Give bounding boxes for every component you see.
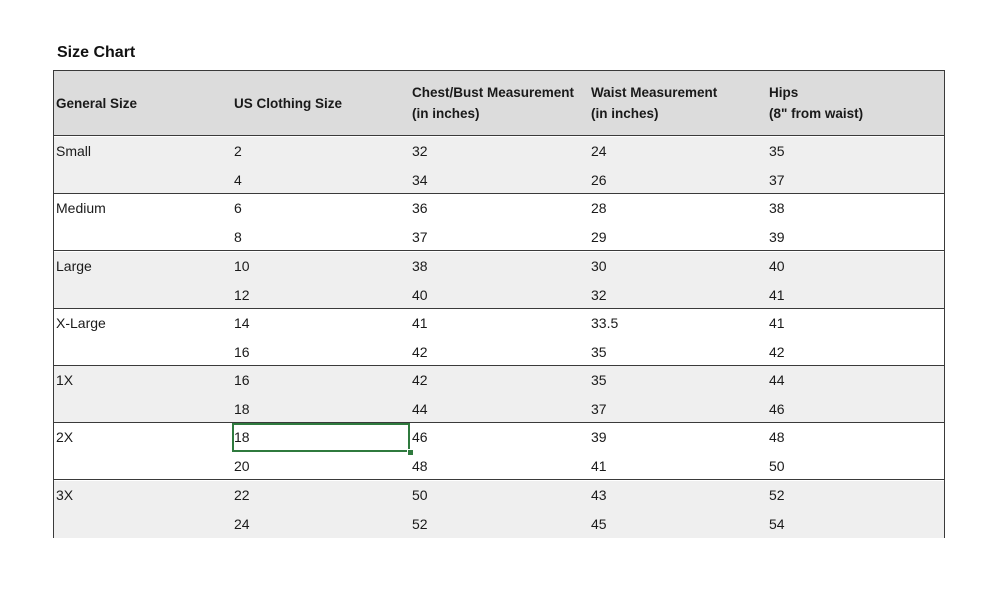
chest-bust-cell[interactable]: 34 [412, 172, 428, 188]
chest-bust-cell[interactable]: 38 [412, 258, 428, 274]
chest-bust-cell[interactable]: 32 [412, 143, 428, 159]
size-group-row [54, 194, 944, 251]
waist-cell[interactable]: 45 [591, 516, 607, 532]
chest-bust-cell[interactable]: 46 [412, 429, 428, 445]
header-label: Hips [769, 85, 799, 100]
us-clothing-size-cell[interactable]: 6 [234, 200, 242, 216]
us-clothing-size-cell[interactable]: 22 [234, 487, 250, 503]
waist-cell[interactable]: 41 [591, 458, 607, 474]
chest-bust-cell[interactable]: 42 [412, 344, 428, 360]
us-clothing-size-cell[interactable]: 12 [234, 287, 250, 303]
us-clothing-size-cell[interactable]: 18 [234, 429, 250, 445]
header-general-size[interactable] [56, 71, 232, 135]
header-row [54, 71, 944, 136]
us-clothing-size-cell[interactable]: 14 [234, 315, 250, 331]
size-group-row [54, 481, 944, 538]
size-group-row [54, 366, 944, 423]
page-title: Size Chart [57, 44, 136, 61]
chest-bust-cell[interactable]: 52 [412, 516, 428, 532]
header-label: Waist Measurement [591, 85, 718, 100]
size-group-row [54, 309, 944, 366]
header-sublabel: (in inches) [412, 106, 480, 121]
size-group-row [54, 423, 944, 480]
size-group-row [54, 137, 944, 194]
waist-cell[interactable]: 37 [591, 401, 607, 417]
general-size-cell[interactable]: 3X [56, 487, 74, 503]
waist-cell[interactable]: 24 [591, 143, 607, 159]
hips-cell[interactable]: 35 [769, 143, 785, 159]
chest-bust-cell[interactable]: 40 [412, 287, 428, 303]
size-chart-table [53, 70, 945, 538]
general-size-cell[interactable]: 1X [56, 372, 74, 388]
hips-cell[interactable]: 44 [769, 372, 785, 388]
us-clothing-size-cell[interactable]: 10 [234, 258, 250, 274]
chest-bust-cell[interactable]: 48 [412, 458, 428, 474]
hips-cell[interactable]: 48 [769, 429, 785, 445]
general-size-cell[interactable]: Medium [56, 200, 106, 216]
chest-bust-cell[interactable]: 37 [412, 229, 428, 245]
header-sublabel: (8" from waist) [769, 106, 864, 121]
hips-cell[interactable]: 39 [769, 229, 785, 245]
hips-cell[interactable]: 41 [769, 315, 785, 331]
hips-cell[interactable]: 42 [769, 344, 785, 360]
general-size-cell[interactable]: Large [56, 258, 92, 274]
size-group-row [54, 252, 944, 309]
us-clothing-size-cell[interactable]: 24 [234, 516, 250, 532]
waist-cell[interactable]: 29 [591, 229, 607, 245]
hips-cell[interactable]: 38 [769, 200, 785, 216]
hips-cell[interactable]: 54 [769, 516, 785, 532]
waist-cell[interactable]: 43 [591, 487, 607, 503]
header-sublabel: (in inches) [591, 106, 659, 121]
header-chest-bust[interactable] [412, 71, 590, 135]
chest-bust-cell[interactable]: 42 [412, 372, 428, 388]
header-label: General Size [56, 95, 138, 111]
general-size-cell[interactable]: Small [56, 143, 92, 159]
waist-cell[interactable]: 28 [591, 200, 607, 216]
header-label: Chest/Bust Measurement [412, 85, 575, 100]
us-clothing-size-cell[interactable]: 16 [234, 344, 250, 360]
hips-cell[interactable]: 50 [769, 458, 785, 474]
us-clothing-size-cell[interactable]: 8 [234, 229, 242, 245]
header-label: US Clothing Size [234, 95, 342, 111]
chest-bust-cell[interactable]: 41 [412, 315, 428, 331]
chest-bust-cell[interactable]: 44 [412, 401, 428, 417]
us-clothing-size-cell[interactable]: 16 [234, 372, 250, 388]
waist-cell[interactable]: 32 [591, 287, 607, 303]
waist-cell[interactable]: 30 [591, 258, 607, 274]
chest-bust-cell[interactable]: 36 [412, 200, 428, 216]
us-clothing-size-cell[interactable]: 18 [234, 401, 250, 417]
header-us-clothing-size[interactable] [234, 71, 410, 135]
waist-cell[interactable]: 26 [591, 172, 607, 188]
waist-cell[interactable]: 35 [591, 344, 607, 360]
hips-cell[interactable]: 40 [769, 258, 785, 274]
general-size-cell[interactable]: X-Large [56, 315, 106, 331]
header-hips[interactable] [769, 71, 939, 135]
hips-cell[interactable]: 37 [769, 172, 785, 188]
waist-cell[interactable]: 39 [591, 429, 607, 445]
us-clothing-size-cell[interactable]: 2 [234, 143, 242, 159]
header-waist[interactable] [591, 71, 767, 135]
hips-cell[interactable]: 46 [769, 401, 785, 417]
selected-cell-outline [232, 423, 410, 452]
general-size-cell[interactable]: 2X [56, 429, 74, 445]
us-clothing-size-cell[interactable]: 4 [234, 172, 242, 188]
waist-cell[interactable]: 35 [591, 372, 607, 388]
hips-cell[interactable]: 52 [769, 487, 785, 503]
chest-bust-cell[interactable]: 50 [412, 487, 428, 503]
hips-cell[interactable]: 41 [769, 287, 785, 303]
us-clothing-size-cell[interactable]: 20 [234, 458, 250, 474]
waist-cell[interactable]: 33.5 [591, 315, 619, 331]
